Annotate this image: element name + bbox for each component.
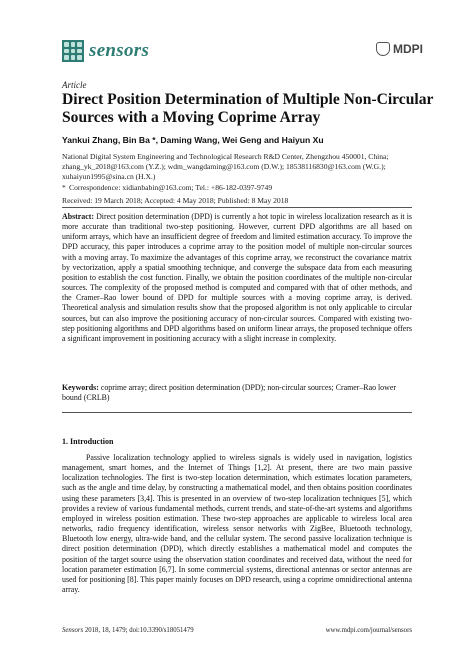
divider-top	[62, 207, 412, 208]
author-list: Yankui Zhang, Bin Ba *, Daming Wang, Wei Geng and Haiyun Xu	[62, 135, 324, 145]
divider-bottom	[62, 412, 412, 413]
introduction-text: Passive localization technology applied to wireless signals is widely used in navigation, logistics management, smart homes, and the Internet of Things [1,2]. At present, there are two main passive localization technologies. The first is two-step location determination, which estimates location parameters, such as the angle and time delay, by constructing a mathematical model, and then obtains position coordinates using these parameters [3,4]. This is presented in an overview of two-step localization techniques [5], which provides a review of various fundamental methods, current trends, and state-of-the-art systems and algorithms employed in wireless position estimation. These two-step approaches are applicable to wireless local area networks, radio frequency identification, wireless sensor networks with ZigBee, Bluetooth technology, Bluetooth low energy, ultra-wide band, and the cellular system. The second passive localization technique is direct position determination (DPD), which directly establishes a mathematical model and computes the position of the target source using the observation station coordinates and received data, without the need for location parameter estimation [6,7]. In some commercial systems, directional antennas or sector antennas are used for positioning [8]. This paper mainly focuses on DPD research, using a coprime omnidirectional antenna array.	[62, 453, 412, 595]
section-heading: 1. Introduction	[62, 437, 114, 446]
keywords-text: coprime array; direct position determination (DPD); non-circular sources; Cramer–Rao lower bound (CRLB)	[62, 383, 396, 403]
journal-logo	[62, 40, 149, 62]
citation-details: 2018, 18, 1479; doi:10.3390/s18051479	[84, 627, 194, 634]
keywords	[62, 383, 412, 403]
abstract-label: Abstract:	[62, 212, 94, 221]
affiliation-line: National Digital System Engineering and Technological Research R&D Center, Zhengzhou 450001, China;	[62, 152, 389, 161]
journal-name: sensors	[89, 40, 150, 61]
citation	[62, 627, 194, 634]
correspondence-marker: *	[62, 182, 66, 192]
affiliation-emails: zhang_yk_2018@163.com (Y.Z.); wdm_wangdaming@163.com (D.W.); 18538116830@163.com (W.G.);	[62, 162, 386, 172]
sensors-logo-icon	[62, 40, 84, 62]
publication-dates: Received: 19 March 2018; Accepted: 4 May 2018; Published: 8 May 2018	[62, 196, 289, 205]
journal-url: www.mdpi.com/journal/sensors	[325, 627, 412, 634]
mdpi-shield-icon	[376, 42, 390, 56]
publisher-logo	[376, 42, 423, 56]
article-type: Article	[62, 80, 87, 90]
page-footer	[62, 627, 412, 634]
abstract	[62, 212, 412, 344]
affiliation-block	[62, 152, 432, 193]
affiliation-emails-cont: xuhaiyun1995@sina.cn (H.X.)	[62, 172, 156, 182]
correspondence: Correspondence: xidianbabin@163.com; Tel.: +86-182-0397-9749	[69, 182, 273, 192]
abstract-text: Direct position determination (DPD) is currently a hot topic in wireless localization research as it is more accurate than traditional two-step positioning. However, current DPD algorithms are all based on uniform arrays, which have an insufficient degree of freedom and limited estimation accuracy. To improve the DPD accuracy, this paper introduces a coprime array to the position model of multiple non-circular sources with a moving array. To maximize the advantages of this coprime array, we reconstruct the covariance matrix by vectorization, apply a spatial smoothing technique, and converge the subspace data from each measuring position to establish the cost function. Finally, we obtain the position coordinates of the multiple non-circular sources. The complexity of the proposed method is computed and compared with that of other methods, and the Cramer–Rao lower bound of DPD for multiple sources with a moving coprime array, is derived. Theoretical analysis and simulation results show that the proposed algorithm is not only applicable to circular sources, but can also improve the positioning accuracy of non-circular sources. Compared with existing two-step positioning algorithms and DPD algorithms based on uniform linear arrays, the proposed technique offers a significant improvement in positioning accuracy with a slight increase in complexity.	[62, 212, 412, 343]
publisher-name: MDPI	[393, 42, 423, 56]
keywords-label: Keywords:	[62, 383, 99, 392]
citation-journal: Sensors	[62, 627, 84, 634]
paper-title: Direct Position Determination of Multiple Non-Circular Sources with a Moving Coprime Array	[62, 91, 434, 126]
